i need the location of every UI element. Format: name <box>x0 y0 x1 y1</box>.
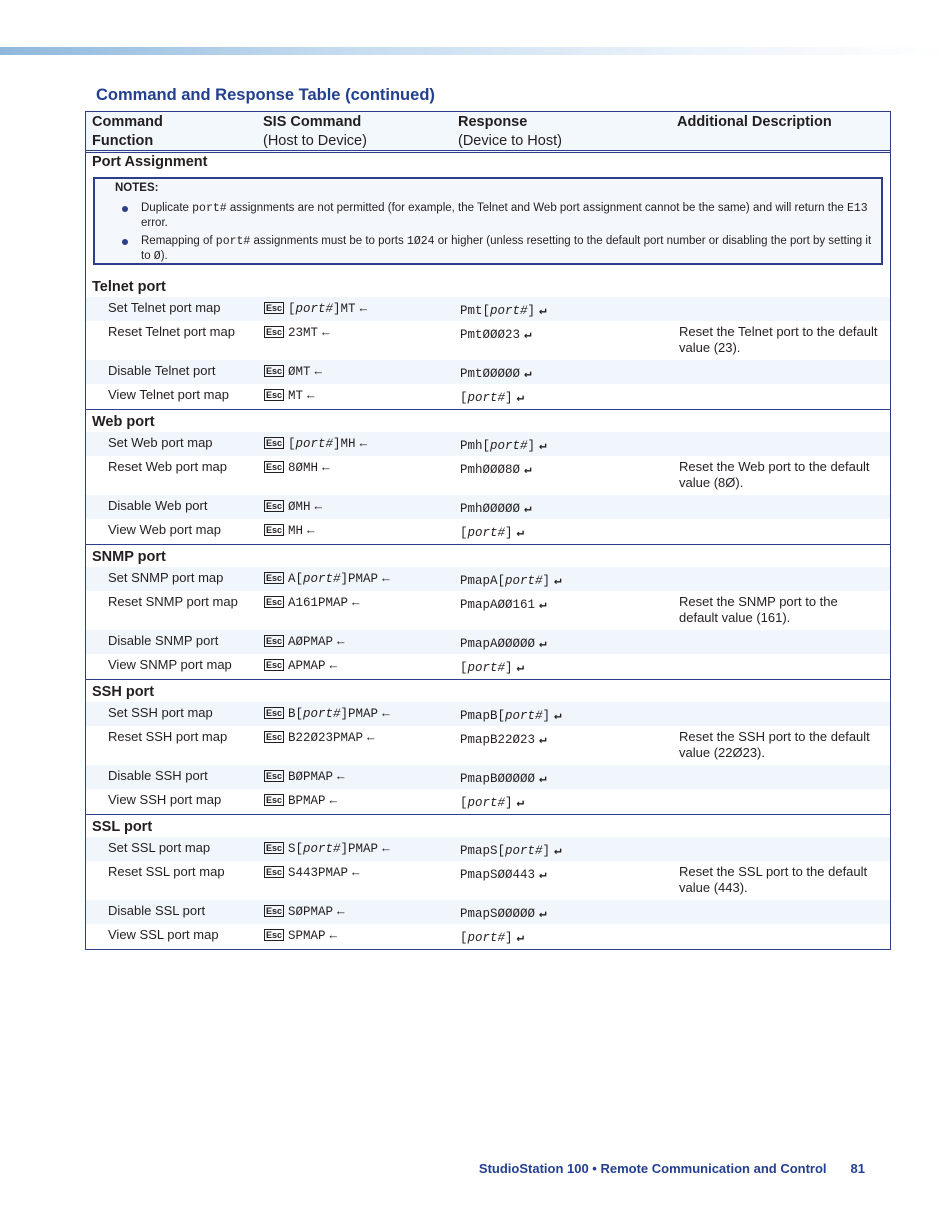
table-row <box>86 297 890 321</box>
esc-key-icon: Esc <box>266 501 283 511</box>
table-row <box>86 630 890 654</box>
return-arrow-icon: ↵ <box>539 598 547 612</box>
sis-command: Esc B[port#]PMAP ← <box>266 707 390 721</box>
return-arrow-icon: ↵ <box>516 931 525 945</box>
command-function: Disable SSL port <box>108 903 206 918</box>
command-function: Disable SSH port <box>108 768 208 783</box>
esc-key-icon: Esc <box>266 906 283 916</box>
sis-command: Esc B22Ø23PMAP ← <box>266 731 375 745</box>
notes-box <box>93 177 883 265</box>
left-arrow-icon: ← <box>337 770 345 784</box>
sis-command: Esc ØMT ← <box>266 365 323 379</box>
additional-description: Reset the Web port to the default value (8Ø). <box>679 459 870 490</box>
table-row <box>86 519 890 543</box>
left-arrow-icon: ← <box>382 572 390 586</box>
command-function: Reset SSL port map <box>108 864 225 879</box>
return-arrow-icon: ↵ <box>539 304 547 318</box>
device-response: Pmh[port#] ↵ <box>460 439 547 453</box>
header-gradient-bar <box>0 47 950 55</box>
page-footer <box>479 1161 865 1176</box>
sis-command: Esc A161PMAP ← <box>266 596 360 610</box>
sis-command: Esc ØMH ← <box>266 500 323 514</box>
left-arrow-icon: ← <box>337 905 345 919</box>
command-function: View Telnet port map <box>108 387 229 402</box>
group-title: SSL port <box>92 819 153 835</box>
group-divider <box>86 409 890 410</box>
group-title: Web port <box>92 414 155 430</box>
sis-command: Esc SØPMAP ← <box>266 905 345 919</box>
group-divider <box>86 544 890 545</box>
table-row <box>86 702 890 726</box>
device-response: PmtØØØ23 ↵ <box>460 328 532 342</box>
notes-title: NOTES: <box>115 182 159 194</box>
sis-command: Esc SPMAP ← <box>266 929 338 943</box>
section-title: Command and Response Table (continued) <box>96 86 435 104</box>
table-row <box>86 591 890 630</box>
esc-key-icon: Esc <box>266 366 283 376</box>
device-response: PmapAØØØØØ ↵ <box>460 637 547 651</box>
device-response: [port#] ↵ <box>460 931 525 945</box>
command-function: View SNMP port map <box>108 657 232 672</box>
table-row <box>86 861 890 900</box>
left-arrow-icon: ← <box>322 326 330 340</box>
device-response: PmapBØØØØØ ↵ <box>460 772 547 786</box>
device-response: PmapA[port#] ↵ <box>460 574 562 588</box>
group-divider <box>86 814 890 815</box>
esc-key-icon: Esc <box>266 390 283 400</box>
table-row <box>86 900 890 924</box>
device-response: [port#] ↵ <box>460 391 525 405</box>
table-row <box>86 495 890 519</box>
table-row <box>86 432 890 456</box>
command-function: Disable Web port <box>108 498 208 513</box>
left-arrow-icon: ← <box>307 389 315 403</box>
sis-command: Esc 8ØMH ← <box>266 461 330 475</box>
group-title: Telnet port <box>92 279 166 295</box>
additional-description: Reset the SSH port to the default value (22Ø23). <box>679 729 870 760</box>
header-command-function: Command Function <box>92 114 163 149</box>
table-row <box>86 726 890 765</box>
header-additional-description: Additional Description <box>677 114 832 130</box>
command-function: View SSH port map <box>108 792 222 807</box>
device-response: PmhØØØØØ ↵ <box>460 502 532 516</box>
command-function: Set Web port map <box>108 435 213 450</box>
table-header <box>86 112 890 153</box>
bullet-icon <box>122 239 128 245</box>
additional-description: Reset the Telnet port to the default value (23). <box>679 324 878 355</box>
command-function: Reset SSH port map <box>108 729 228 744</box>
group-title: SNMP port <box>92 549 166 565</box>
table-row <box>86 924 890 948</box>
return-arrow-icon: ↵ <box>524 367 532 381</box>
group-title-port-assignment: Port Assignment <box>92 154 208 170</box>
left-arrow-icon: ← <box>352 596 360 610</box>
sis-command: Esc 23MT ← <box>266 326 330 340</box>
device-response: [port#] ↵ <box>460 661 525 675</box>
group-divider <box>86 679 890 680</box>
table-row <box>86 321 890 360</box>
esc-key-icon: Esc <box>266 462 283 472</box>
esc-key-icon: Esc <box>266 771 283 781</box>
command-function: Set Telnet port map <box>108 300 221 315</box>
esc-key-icon: Esc <box>266 597 283 607</box>
sis-command: Esc [port#]MT ← <box>266 302 368 316</box>
bullet-icon <box>122 206 128 212</box>
return-arrow-icon: ↵ <box>539 439 547 453</box>
sis-command: Esc BØPMAP ← <box>266 770 345 784</box>
sis-command: Esc [port#]MH ← <box>266 437 368 451</box>
table-row <box>86 456 890 495</box>
return-arrow-icon: ↵ <box>524 502 532 516</box>
left-arrow-icon: ← <box>359 302 368 316</box>
esc-key-icon: Esc <box>266 795 283 805</box>
sis-command: Esc BPMAP ← <box>266 794 338 808</box>
device-response: PmhØØØ8Ø ↵ <box>460 463 532 477</box>
device-response: PmapAØØ161 ↵ <box>460 598 547 612</box>
command-function: Disable Telnet port <box>108 363 216 378</box>
table-row <box>86 654 890 678</box>
return-arrow-icon: ↵ <box>554 574 562 588</box>
esc-key-icon: Esc <box>266 867 283 877</box>
esc-key-icon: Esc <box>266 843 283 853</box>
sis-command: Esc A[port#]PMAP ← <box>266 572 390 586</box>
sis-command: Esc MT ← <box>266 389 315 403</box>
esc-key-icon: Esc <box>266 636 283 646</box>
command-function: View SSL port map <box>108 927 219 942</box>
left-arrow-icon: ← <box>382 842 390 856</box>
device-response: [port#] ↵ <box>460 796 525 810</box>
note-item: Remapping of port# assignments must be to ports 1Ø24 or higher (unless resetting to the default port number or disabling the port by setting it to Ø). <box>141 234 881 264</box>
additional-description: Reset the SNMP port to the default value (161). <box>679 594 838 625</box>
header-sis-command: SIS Command (Host to Device) <box>263 114 367 149</box>
left-arrow-icon: ← <box>314 500 323 514</box>
esc-key-icon: Esc <box>266 732 283 742</box>
additional-description: Reset the SSL port to the default value (443). <box>679 864 868 895</box>
return-arrow-icon: ↵ <box>524 463 532 477</box>
esc-key-icon: Esc <box>266 660 283 670</box>
command-function: Disable SNMP port <box>108 633 219 648</box>
header-response: Response (Device to Host) <box>458 114 562 149</box>
left-arrow-icon: ← <box>337 635 345 649</box>
table-row <box>86 567 890 591</box>
return-arrow-icon: ↵ <box>516 796 525 810</box>
command-function: Set SSH port map <box>108 705 213 720</box>
device-response: PmapSØØØØØ ↵ <box>460 907 547 921</box>
command-function: Reset Telnet port map <box>108 324 235 339</box>
esc-key-icon: Esc <box>266 438 283 448</box>
table-row <box>86 360 890 384</box>
device-response: PmapSØØ443 ↵ <box>460 868 547 882</box>
esc-key-icon: Esc <box>266 525 283 535</box>
return-arrow-icon: ↵ <box>539 868 547 882</box>
left-arrow-icon: ← <box>329 794 338 808</box>
device-response: Pmt[port#] ↵ <box>460 304 547 318</box>
command-function: View Web port map <box>108 522 221 537</box>
esc-key-icon: Esc <box>266 930 283 940</box>
page-number: 81 <box>850 1161 865 1176</box>
return-arrow-icon: ↵ <box>539 733 547 747</box>
return-arrow-icon: ↵ <box>554 709 562 723</box>
return-arrow-icon: ↵ <box>539 637 547 651</box>
table-row <box>86 837 890 861</box>
return-arrow-icon: ↵ <box>554 844 562 858</box>
return-arrow-icon: ↵ <box>516 526 525 540</box>
command-function: Reset Web port map <box>108 459 227 474</box>
left-arrow-icon: ← <box>314 365 323 379</box>
return-arrow-icon: ↵ <box>524 328 532 342</box>
esc-key-icon: Esc <box>266 708 283 718</box>
left-arrow-icon: ← <box>329 659 338 673</box>
device-response: PmapS[port#] ↵ <box>460 844 562 858</box>
sis-command: Esc AØPMAP ← <box>266 635 345 649</box>
device-response: PmtØØØØØ ↵ <box>460 367 532 381</box>
command-function: Reset SNMP port map <box>108 594 238 609</box>
left-arrow-icon: ← <box>352 866 360 880</box>
esc-key-icon: Esc <box>266 327 283 337</box>
return-arrow-icon: ↵ <box>516 661 525 675</box>
table-row <box>86 384 890 408</box>
esc-key-icon: Esc <box>266 303 283 313</box>
command-table <box>85 111 891 950</box>
return-arrow-icon: ↵ <box>539 772 547 786</box>
left-arrow-icon: ← <box>329 929 338 943</box>
table-row <box>86 789 890 813</box>
device-response: PmapB[port#] ↵ <box>460 709 562 723</box>
sis-command: Esc APMAP ← <box>266 659 338 673</box>
sis-command: Esc S443PMAP ← <box>266 866 360 880</box>
sis-command: Esc MH ← <box>266 524 315 538</box>
device-response: [port#] ↵ <box>460 526 525 540</box>
left-arrow-icon: ← <box>359 437 368 451</box>
note-item: Duplicate port# assignments are not permitted (for example, the Telnet and Web port assignment cannot be the same) and will return the E13 error. <box>141 201 881 231</box>
device-response: PmapB22Ø23 ↵ <box>460 733 547 747</box>
esc-key-icon: Esc <box>266 573 283 583</box>
table-row <box>86 765 890 789</box>
left-arrow-icon: ← <box>307 524 315 538</box>
return-arrow-icon: ↵ <box>539 907 547 921</box>
group-title: SSH port <box>92 684 155 700</box>
left-arrow-icon: ← <box>382 707 390 721</box>
return-arrow-icon: ↵ <box>516 391 525 405</box>
command-function: Set SNMP port map <box>108 570 224 585</box>
command-function: Set SSL port map <box>108 840 211 855</box>
footer-title: StudioStation 100 • Remote Communication and Control <box>478 1161 827 1176</box>
left-arrow-icon: ← <box>322 461 330 475</box>
left-arrow-icon: ← <box>367 731 375 745</box>
sis-command: Esc S[port#]PMAP ← <box>266 842 390 856</box>
